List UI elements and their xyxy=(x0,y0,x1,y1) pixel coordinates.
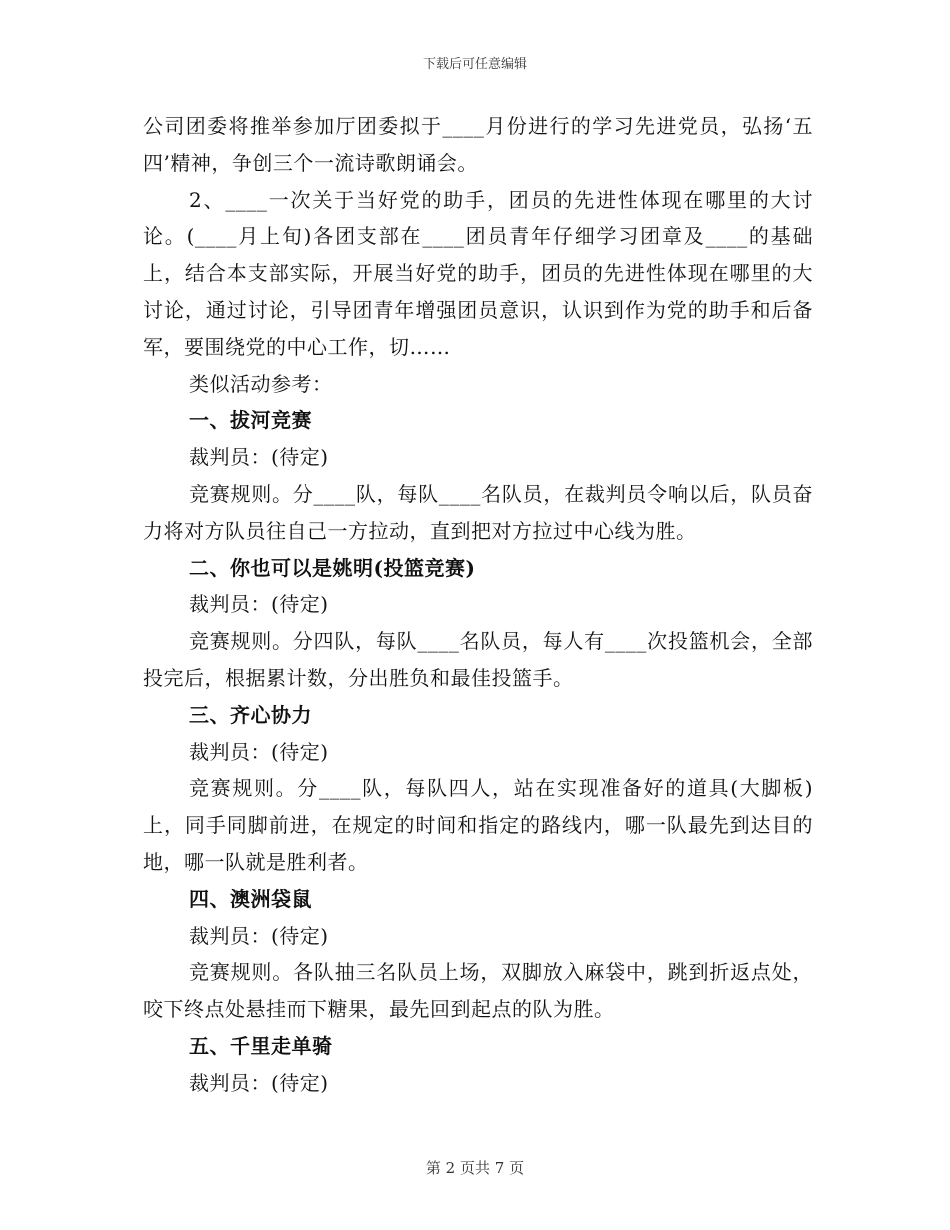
section-heading: 四、澳洲袋鼠 xyxy=(189,886,312,911)
section-heading: 二、你也可以是姚明(投篮竞赛) xyxy=(189,555,476,580)
page-footer: 第 2 页共 7 页 xyxy=(425,1159,525,1177)
paragraph: 竞赛规则。各队抽三名队员上场，双脚放入麻袋中，跳到折返点处，咬下终点处悬挂而下糖果，最先回到起点的队为胜。 xyxy=(143,960,813,1022)
paragraph: 公司团委将推举参加厅团委拟于____月份进行的学习先进党员，弘扬‘五四’精神，争创三个一流诗歌朗诵会。 xyxy=(143,114,813,175)
section-heading: 三、齐心协力 xyxy=(189,702,312,727)
paragraph: 裁判员：(待定) xyxy=(189,739,329,764)
paragraph: 裁判员：(待定) xyxy=(189,1070,329,1095)
paragraph: 裁判员：(待定) xyxy=(189,923,329,948)
section-heading: 五、千里走单骑 xyxy=(189,1033,333,1058)
page-header: 下载后可任意编辑 xyxy=(422,57,527,72)
paragraph: 竞赛规则。分____队，每队____名队员，在裁判员令响以后，队员奋力将对方队员往自己一方拉动，直到把对方拉过中心线为胜。 xyxy=(143,481,813,543)
document-body xyxy=(143,108,813,1102)
section-heading: 一、拔河竞赛 xyxy=(189,408,312,433)
paragraph: 竞赛规则。分四队，每队____名队员，每人有____次投篮机会，全部投完后，根据累计数，分出胜负和最佳投篮手。 xyxy=(143,629,813,690)
paragraph: 裁判员：(待定) xyxy=(189,445,329,470)
paragraph: 类似活动参考： xyxy=(189,371,333,396)
paragraph: 2、____一次关于当好党的助手，团员的先进性体现在哪里的大讨论。(____月上旬)各团支部在____团员青年仔细学习团章及____的基础上，结合本支部实际，开展当好党的助手，团员的先进性体现在哪里的大讨论，通过讨论，引导团青年增强团员意识，认识到作为党的助手和后备军，要围绕党的中心工作，切…… xyxy=(143,187,813,359)
paragraph: 裁判员：(待定) xyxy=(189,592,329,617)
paragraph: 竞赛规则。分____队，每队四人，站在实现准备好的道具(大脚板)上，同手同脚前进，在规定的时间和指定的路线内，哪一队最先到达目的地，哪一队就是胜利者。 xyxy=(143,776,813,874)
